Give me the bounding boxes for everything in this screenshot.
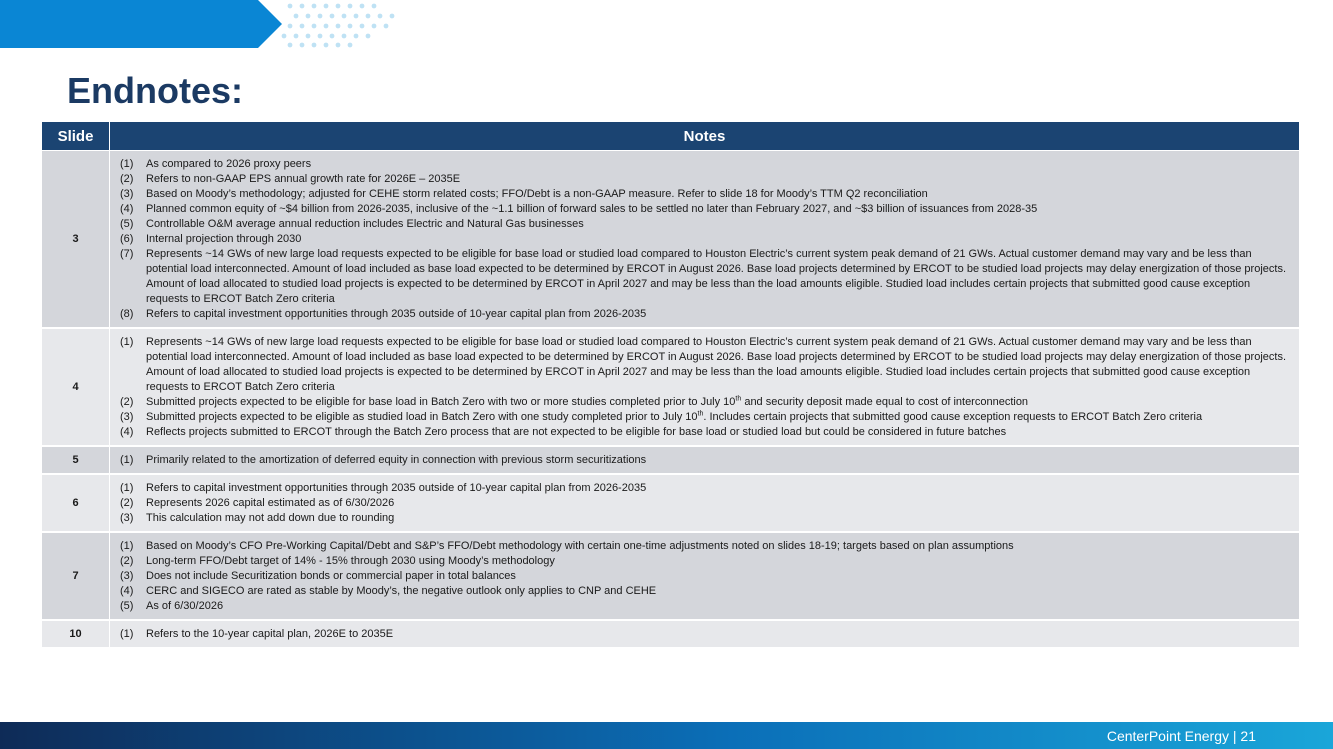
note-text: Primarily related to the amortization of deferred equity in connection with previous storm securitizations bbox=[146, 454, 647, 466]
note-text: Internal projection through 2030 bbox=[146, 233, 302, 245]
note-text-part: Submitted projects expected to be eligible as studied load in Batch Zero with one study completed prior to July 10 bbox=[146, 411, 698, 423]
note-text: Refers to capital investment opportunities through 2035 outside of 10-year capital plan from 2026-2035 bbox=[146, 482, 647, 494]
note-number: (5) bbox=[120, 218, 134, 230]
note-list bbox=[120, 627, 1289, 642]
note-number: (4) bbox=[120, 426, 134, 438]
note-text: Based on Moody’s methodology; adjusted for CEHE storm related costs; FFO/Debt is a non-GAAP measure. Refer to slide 18 for Moody’s TTM Q2 reconciliation bbox=[146, 188, 928, 200]
slide-number: 5 bbox=[42, 446, 110, 474]
note-item bbox=[120, 627, 1289, 642]
note-item bbox=[120, 453, 1289, 468]
note-item bbox=[120, 172, 1289, 187]
top-banner-shape bbox=[0, 0, 282, 48]
notes-cell bbox=[110, 532, 1300, 620]
note-text: As of 6/30/2026 bbox=[146, 600, 224, 612]
note-text: Represents ~14 GWs of new large load requests expected to be eligible for base load or studied load compared to Houston Electric’s current system peak demand of 21 GWs. Actual customer demand may vary and be less than potential load interconnected. Amount of load included as base load expected to be determined by ERCOT in August 2026. Base load projects determined by ERCOT to be studied load projects may delay energization of those projects. Amount of load allocated to studied load projects is expected to be determined by ERCOT in April 2027 and may be less than the load amounts eligible. Studied load includes certain projects that submitted good cause exception requests to ERCOT Batch Zero criteria bbox=[146, 336, 1287, 393]
note-item bbox=[120, 335, 1289, 395]
note-text: This calculation may not add down due to rounding bbox=[146, 512, 395, 524]
note-number: (2) bbox=[120, 396, 134, 408]
notes-cell bbox=[110, 620, 1300, 648]
slide-column-header: Slide bbox=[42, 122, 110, 151]
note-number: (3) bbox=[120, 570, 134, 582]
note-list bbox=[120, 157, 1289, 322]
note-number: (4) bbox=[120, 585, 134, 597]
note-item bbox=[120, 569, 1289, 584]
note-text: Does not include Securitization bonds or commercial paper in total balances bbox=[146, 570, 516, 582]
note-number: (2) bbox=[120, 173, 134, 185]
note-text-part: Submitted projects expected to be eligible for base load in Batch Zero with two or more studies completed prior to July 10 bbox=[146, 396, 736, 408]
note-item bbox=[120, 481, 1289, 496]
note-text: Controllable O&M average annual reduction includes Electric and Natural Gas businesses bbox=[146, 218, 584, 230]
note-text-part: . Includes certain projects that submitted good cause exception requests to ERCOT Batch Zero criteria bbox=[703, 411, 1203, 423]
note-item bbox=[120, 539, 1289, 554]
table-header-row bbox=[42, 122, 1300, 151]
note-list bbox=[120, 335, 1289, 440]
note-text: Based on Moody’s CFO Pre-Working Capital/Debt and S&P’s FFO/Debt methodology with certain one-time adjustments noted on slides 18-19; targets based on plan assumptions bbox=[146, 540, 1014, 552]
notes-cell bbox=[110, 474, 1300, 532]
note-number: (1) bbox=[120, 482, 134, 494]
note-text: Refers to the 10-year capital plan, 2026E to 2035E bbox=[146, 628, 394, 640]
note-number: (4) bbox=[120, 203, 134, 215]
notes-cell bbox=[110, 446, 1300, 474]
note-number: (3) bbox=[120, 188, 134, 200]
table-row bbox=[42, 446, 1300, 474]
note-item bbox=[120, 425, 1289, 440]
note-number: (1) bbox=[120, 454, 134, 466]
note-item bbox=[120, 217, 1289, 232]
note-number: (1) bbox=[120, 628, 134, 640]
table-row bbox=[42, 151, 1300, 329]
note-item bbox=[120, 584, 1289, 599]
note-text: Long-term FFO/Debt target of 14% - 15% through 2030 using Moody’s methodology bbox=[146, 555, 555, 567]
slide-number: 7 bbox=[42, 532, 110, 620]
dot-pattern bbox=[270, 0, 400, 50]
note-item bbox=[120, 410, 1289, 425]
table-row bbox=[42, 532, 1300, 620]
note-text: CERC and SIGECO are rated as stable by Moody’s, the negative outlook only applies to CNP and CEHE bbox=[146, 585, 657, 597]
note-item bbox=[120, 395, 1289, 410]
note-item bbox=[120, 247, 1289, 307]
note-text-part: and security deposit made equal to cost of interconnection bbox=[741, 396, 1029, 408]
endnotes-table bbox=[41, 121, 1300, 649]
note-number: (8) bbox=[120, 308, 134, 320]
table-row bbox=[42, 328, 1300, 446]
note-number: (7) bbox=[120, 248, 134, 260]
slide-number: 4 bbox=[42, 328, 110, 446]
notes-cell bbox=[110, 151, 1300, 329]
notes-cell bbox=[110, 328, 1300, 446]
note-number: (5) bbox=[120, 600, 134, 612]
note-item bbox=[120, 202, 1289, 217]
note-list bbox=[120, 539, 1289, 614]
superscript: th bbox=[697, 410, 704, 418]
note-number: (1) bbox=[120, 158, 134, 170]
note-item bbox=[120, 187, 1289, 202]
note-list bbox=[120, 453, 1289, 468]
table-row bbox=[42, 620, 1300, 648]
page-title: Endnotes: bbox=[67, 70, 243, 111]
notes-column-header: Notes bbox=[110, 122, 1300, 151]
note-item bbox=[120, 554, 1289, 569]
note-item bbox=[120, 599, 1289, 614]
note-text: Reflects projects submitted to ERCOT through the Batch Zero process that are not expected to be eligible for base load or studied load but could be considered in future batches bbox=[146, 426, 1007, 438]
note-list bbox=[120, 481, 1289, 526]
note-number: (6) bbox=[120, 233, 134, 245]
footer-page-label: CenterPoint Energy | 21 bbox=[1106, 728, 1256, 744]
note-item bbox=[120, 157, 1289, 172]
note-number: (2) bbox=[120, 497, 134, 509]
note-text bbox=[146, 395, 1289, 410]
note-item bbox=[120, 307, 1289, 322]
note-number: (1) bbox=[120, 336, 134, 348]
note-item bbox=[120, 511, 1289, 526]
superscript: th bbox=[735, 395, 742, 403]
slide-number: 3 bbox=[42, 151, 110, 329]
note-text bbox=[146, 410, 1289, 425]
note-item bbox=[120, 232, 1289, 247]
note-text: As compared to 2026 proxy peers bbox=[146, 158, 312, 170]
note-number: (3) bbox=[120, 411, 134, 423]
note-text: Represents 2026 capital estimated as of 6/30/2026 bbox=[146, 497, 395, 509]
slide-number: 6 bbox=[42, 474, 110, 532]
note-number: (1) bbox=[120, 540, 134, 552]
table-row bbox=[42, 474, 1300, 532]
note-number: (3) bbox=[120, 512, 134, 524]
slide-number: 10 bbox=[42, 620, 110, 648]
note-text: Planned common equity of ~$4 billion from 2026-2035, inclusive of the ~1.1 billion of forward sales to be settled no later than February 2027, and ~$3 billion of issuances from 2028-35 bbox=[146, 203, 1038, 215]
note-text: Refers to non-GAAP EPS annual growth rate for 2026E – 2035E bbox=[146, 173, 461, 185]
note-item bbox=[120, 496, 1289, 511]
note-number: (2) bbox=[120, 555, 134, 567]
note-text: Refers to capital investment opportunities through 2035 outside of 10-year capital plan from 2026-2035 bbox=[146, 308, 647, 320]
note-text: Represents ~14 GWs of new large load requests expected to be eligible for base load or studied load compared to Houston Electric’s current system peak demand of 21 GWs. Actual customer demand may vary and be less than potential load interconnected. Amount of load included as base load expected to be determined by ERCOT in August 2026. Base load projects determined by ERCOT to be studied load projects may delay energization of those projects. Amount of load allocated to studied load projects is expected to be determined by ERCOT in April 2027 and may be less than the load amounts eligible. Studied load includes certain projects that submitted good cause exception requests to ERCOT Batch Zero criteria bbox=[146, 248, 1287, 305]
